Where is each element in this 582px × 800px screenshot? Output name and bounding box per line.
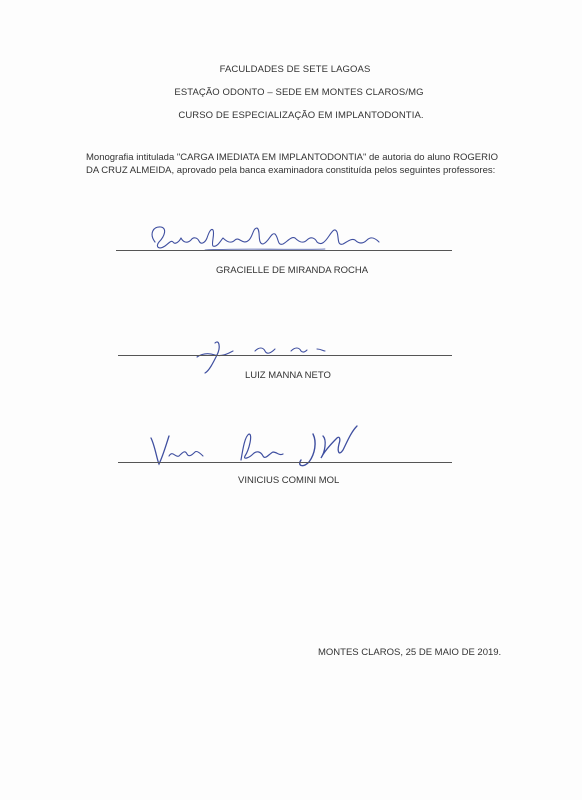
institution-name: FACULDADES DE SETE LAGOAS [219,64,371,75]
examiner-name-3: VINICIUS COMINI MOL [238,475,340,486]
examiner-name-1: GRACIELLE DE MIRANDA ROCHA [216,265,369,276]
signature-line-3 [118,462,452,463]
signature-gracielle [145,220,395,258]
signature-line-2 [118,355,452,356]
examiner-name-2: LUIZ MANNA NETO [245,370,331,381]
signature-line-1 [116,250,452,251]
signature-vinicius [145,420,375,472]
place-and-date: MONTES CLAROS, 25 DE MAIO DE 2019. [318,647,502,658]
campus-name: ESTAÇÃO ODONTO – SEDE EM MONTES CLAROS/MG [174,87,424,98]
approval-statement: Monografia intitulada "CARGA IMEDIATA EM IMPLANTODONTIA" de autoria do aluno ROGERIO DA CRUZ ALMEIDA, aprovado pela banca examinadora constituída pelos seguintes professores: [86,152,498,176]
course-name: CURSO DE ESPECIALIZAÇÃO EM IMPLANTODONTIA. [178,110,424,121]
